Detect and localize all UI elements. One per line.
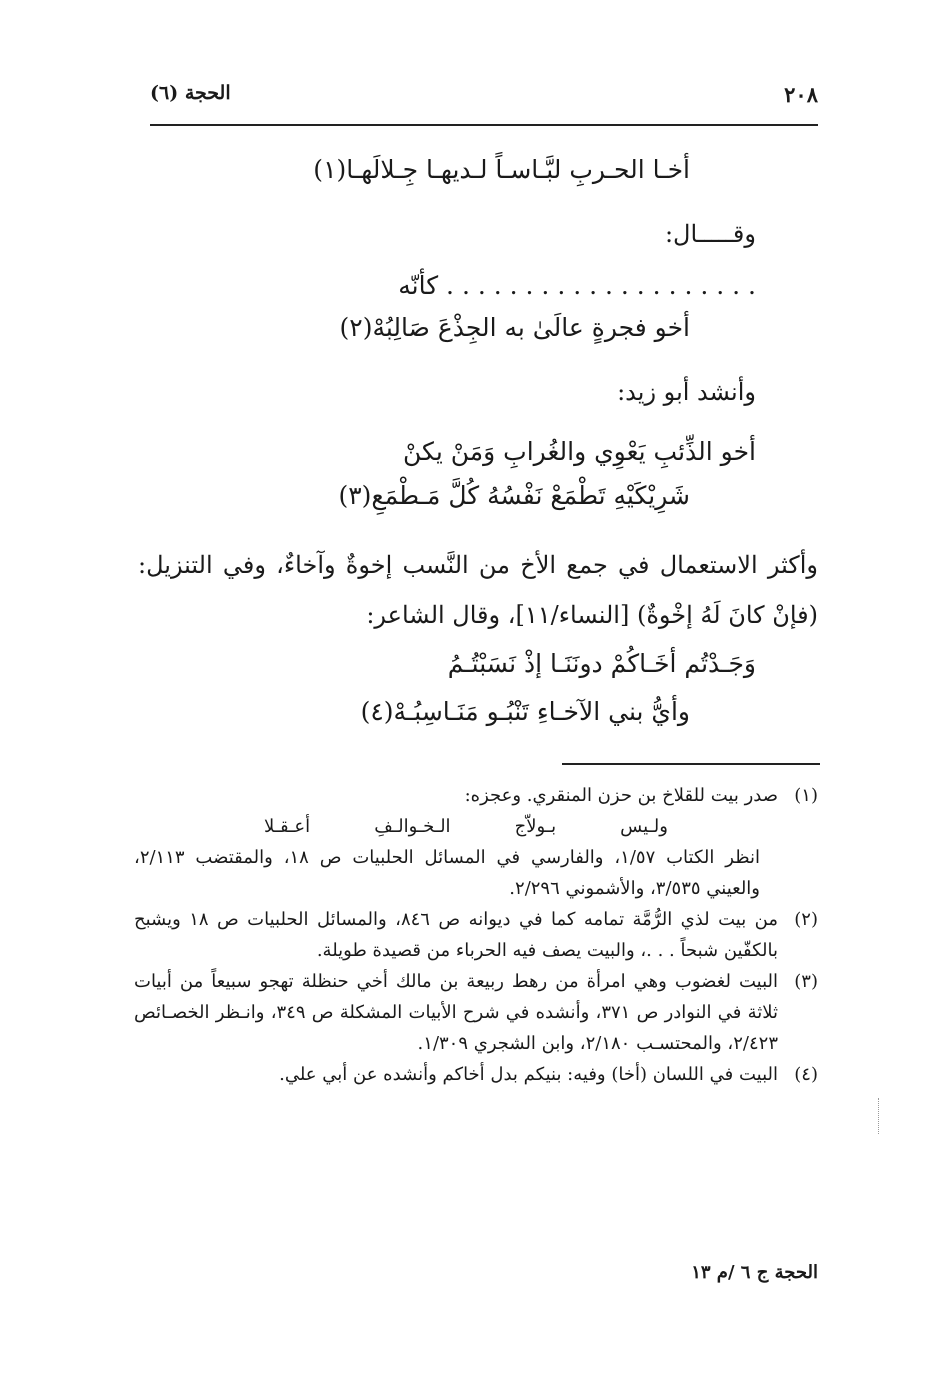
verse-word: الـخـوالـفِ xyxy=(374,816,451,837)
verse-word: بـولاّج xyxy=(514,816,557,837)
running-title: الحجة (٦) xyxy=(150,82,231,104)
footnote-text-continued: انظر الكتاب ١/٥٧، والفارسي في المسائل الحلبيات ص ١٨، والمقتضب ٢/١١٣، والعيني ٣/٥٣٥، والأشموني ٢/٢٩٦. xyxy=(134,847,760,899)
footnote-text: من بيت لذي الرُّمَّة تمامه كما في ديوانه ص ٨٤٦، والمسائل الحلبيات ص ١٨ ويشبح بالكفّين شبحاً . . .، والبيت يصف فيه الحرباء من قصيدة طويلة. xyxy=(134,909,778,961)
footnote-number: (٢) xyxy=(794,909,818,930)
page-number: ٢٠٨ xyxy=(784,82,818,107)
verse-line-2: أخو فجرةٍ عالَىٰ به الجِذْعَ صَالِبُهْ(٢) xyxy=(339,313,690,342)
footnotes xyxy=(134,780,818,1090)
printer-signature: الحجة ج ٦ /م ١٣ xyxy=(691,1262,818,1283)
footnote-1 xyxy=(134,780,818,904)
said-line: وقـــــال: xyxy=(664,220,756,248)
body-paragraph: وأكثر الاستعمال في جمع الأخ من النَّسب إخوةٌ وآخاءٌ، وفي التنزيل: (فإنْ كانَ لَهُ إخْوةٌ) [النساء/١١]، وقال الشاعر: xyxy=(138,551,818,629)
verse-word: ولـيس xyxy=(620,816,668,837)
page-header xyxy=(150,82,818,118)
verse-line-1: أخـا الحـربِ لبَّـاسـاً لـديهـا جِـلالَهـا(١) xyxy=(313,155,690,184)
ellipsis-verse-line: . . . . . . . . . . . . . . . . . . . . كأنّه xyxy=(398,271,756,300)
footnote-divider xyxy=(562,763,820,765)
footnote-2 xyxy=(134,904,818,966)
verse-line-4b: وأيُّ بني الآخـاءِ تَنْبُـو مَنَـاسِبُـهْ(٤) xyxy=(360,697,690,726)
footnote-4 xyxy=(134,1059,818,1090)
verse-word: أعـقـلا xyxy=(264,816,311,837)
footnote-number: (١) xyxy=(794,785,818,806)
verse-line-3a: أخو الذِّئبِ يَعْوِي والغُرابِ وَمَنْ يكنْ xyxy=(402,437,756,466)
footnote-number: (٣) xyxy=(794,971,818,992)
footnote-text: البيت لغضوب وهي امرأة من رهط ربيعة بن مالك أخي حنظلة تهجو سبيعاً من أبيات ثلاثة في النوادر ص ٣٧١، وأنشده في شرح الأبيات المشكلة ص ٣٤٩، وانـظر الخصـائص ٢/٤٢٣، والمحتسـب ٢/١٨٠، وابن الشجري ١/٣٠٩. xyxy=(134,971,779,1054)
footnote-3 xyxy=(134,966,818,1059)
verse-line-3b: شَرِيْكَيْهِ تَطْمَعْ نَفْسُهُ كُلَّ مَـطْمَعِ(٣) xyxy=(338,481,690,510)
anshad-line: وأنشد أبو زيد: xyxy=(617,378,756,406)
header-divider xyxy=(150,124,818,126)
footnote-text: البيت في اللسان (أخا) وفيه: بنيكم بدل أخاكم وأنشده عن أبي علي. xyxy=(279,1064,778,1085)
footnote-verse xyxy=(264,811,668,842)
margin-mark xyxy=(878,1098,879,1134)
footnote-number: (٤) xyxy=(794,1064,818,1085)
verse-line-4a: وَجَـدْتُم أخَـاكُمْ دونَنَـا إذْ نَسَبْتُـمُ xyxy=(447,649,756,678)
footnote-text: صدر بيت للقلاخ بن حزن المنقري. وعجزه: xyxy=(464,785,778,806)
